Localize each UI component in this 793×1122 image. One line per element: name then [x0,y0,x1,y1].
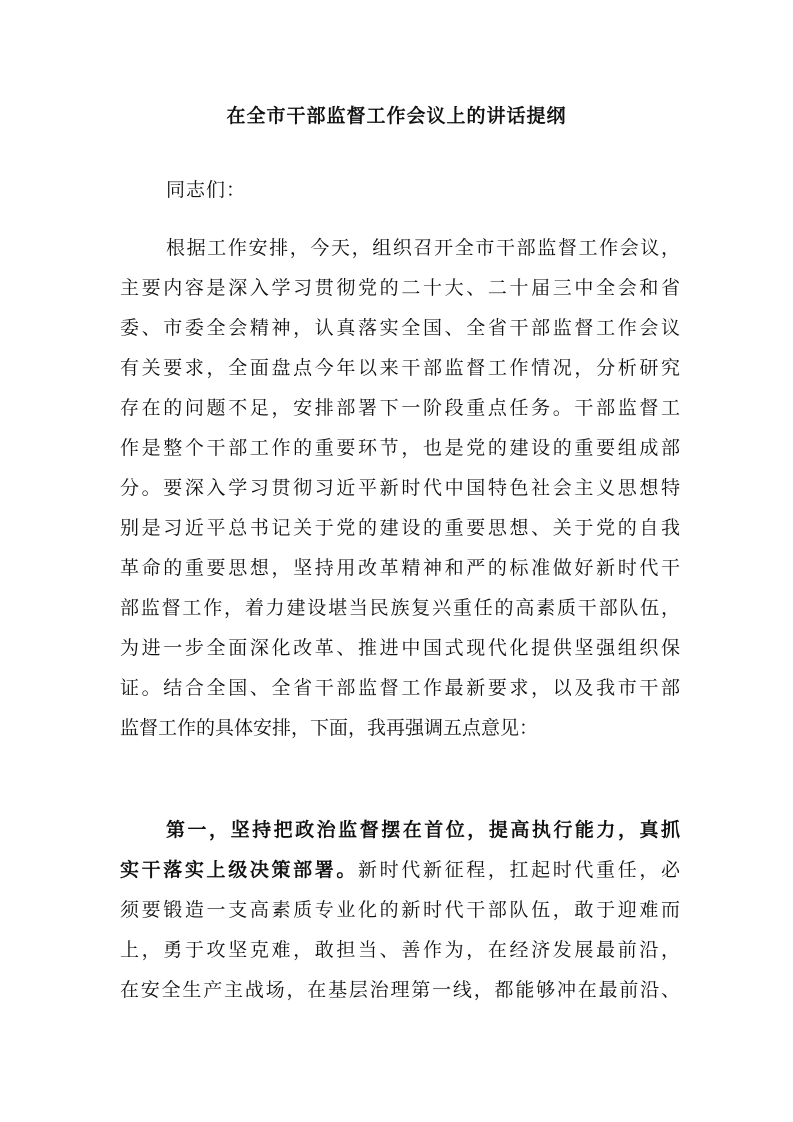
paragraph-line: 监督工作的具体安排，下面，我再强调五点意见： [120,717,539,739]
paragraph-line: 在安全生产主战场，在基层治理第一线，都能够冲在最前沿、 [120,979,680,1001]
paragraph-point-one [120,810,680,1010]
paragraph-line: 别是习近平总书记关于党的建设的重要思想、关于党的自我 [120,517,680,539]
paragraph-line: 作是整个干部工作的重要环节，也是党的建设的重要组成部 [120,437,680,459]
paragraph-line: 革命的重要思想，坚持用改革精神和严的标准做好新时代干 [120,557,680,579]
paragraph-line: 存在的问题不足，安排部署下一阶段重点任务。干部监督工 [120,397,680,419]
paragraph-line: 须要锻造一支高素质专业化的新时代干部队伍，敢于迎难而 [120,899,680,921]
paragraph-line: 主要内容是深入学习贯彻党的二十大、二十届三中全会和省 [120,277,680,299]
paragraph-line: 分。要深入学习贯彻习近平新时代中国特色社会主义思想特 [120,477,680,499]
paragraph-line-rest: 新时代新征程，扛起时代重任，必 [358,859,680,881]
document-title: 在全市干部监督工作会议上的讲话提纲 [226,105,567,127]
paragraph-line: 证。结合全国、全省干部监督工作最新要求，以及我市干部 [120,677,680,699]
point-heading-line: 第一，坚持把政治监督摆在首位，提高执行能力，真抓 [166,819,680,841]
paragraph-line [120,850,680,890]
salutation: 同志们： [166,179,247,201]
paragraph-intro [120,228,680,748]
paragraph-line: 根据工作安排，今天，组织召开全市干部监督工作会议， [166,237,680,259]
paragraph-line: 部监督工作，着力建设堪当民族复兴重任的高素质干部队伍， [120,597,680,619]
paragraph-line: 为进一步全面深化改革、推进中国式现代化提供坚强组织保 [120,637,680,659]
point-heading-end: 实干落实上级决策部署。 [120,859,359,881]
paragraph-line: 有关要求，全面盘点今年以来干部监督工作情况，分析研究 [120,357,680,379]
paragraph-line: 上，勇于攻坚克难，敢担当、善作为，在经济发展最前沿， [120,939,680,961]
paragraph-line: 委、市委全会精神，认真落实全国、全省干部监督工作会议 [120,317,680,339]
